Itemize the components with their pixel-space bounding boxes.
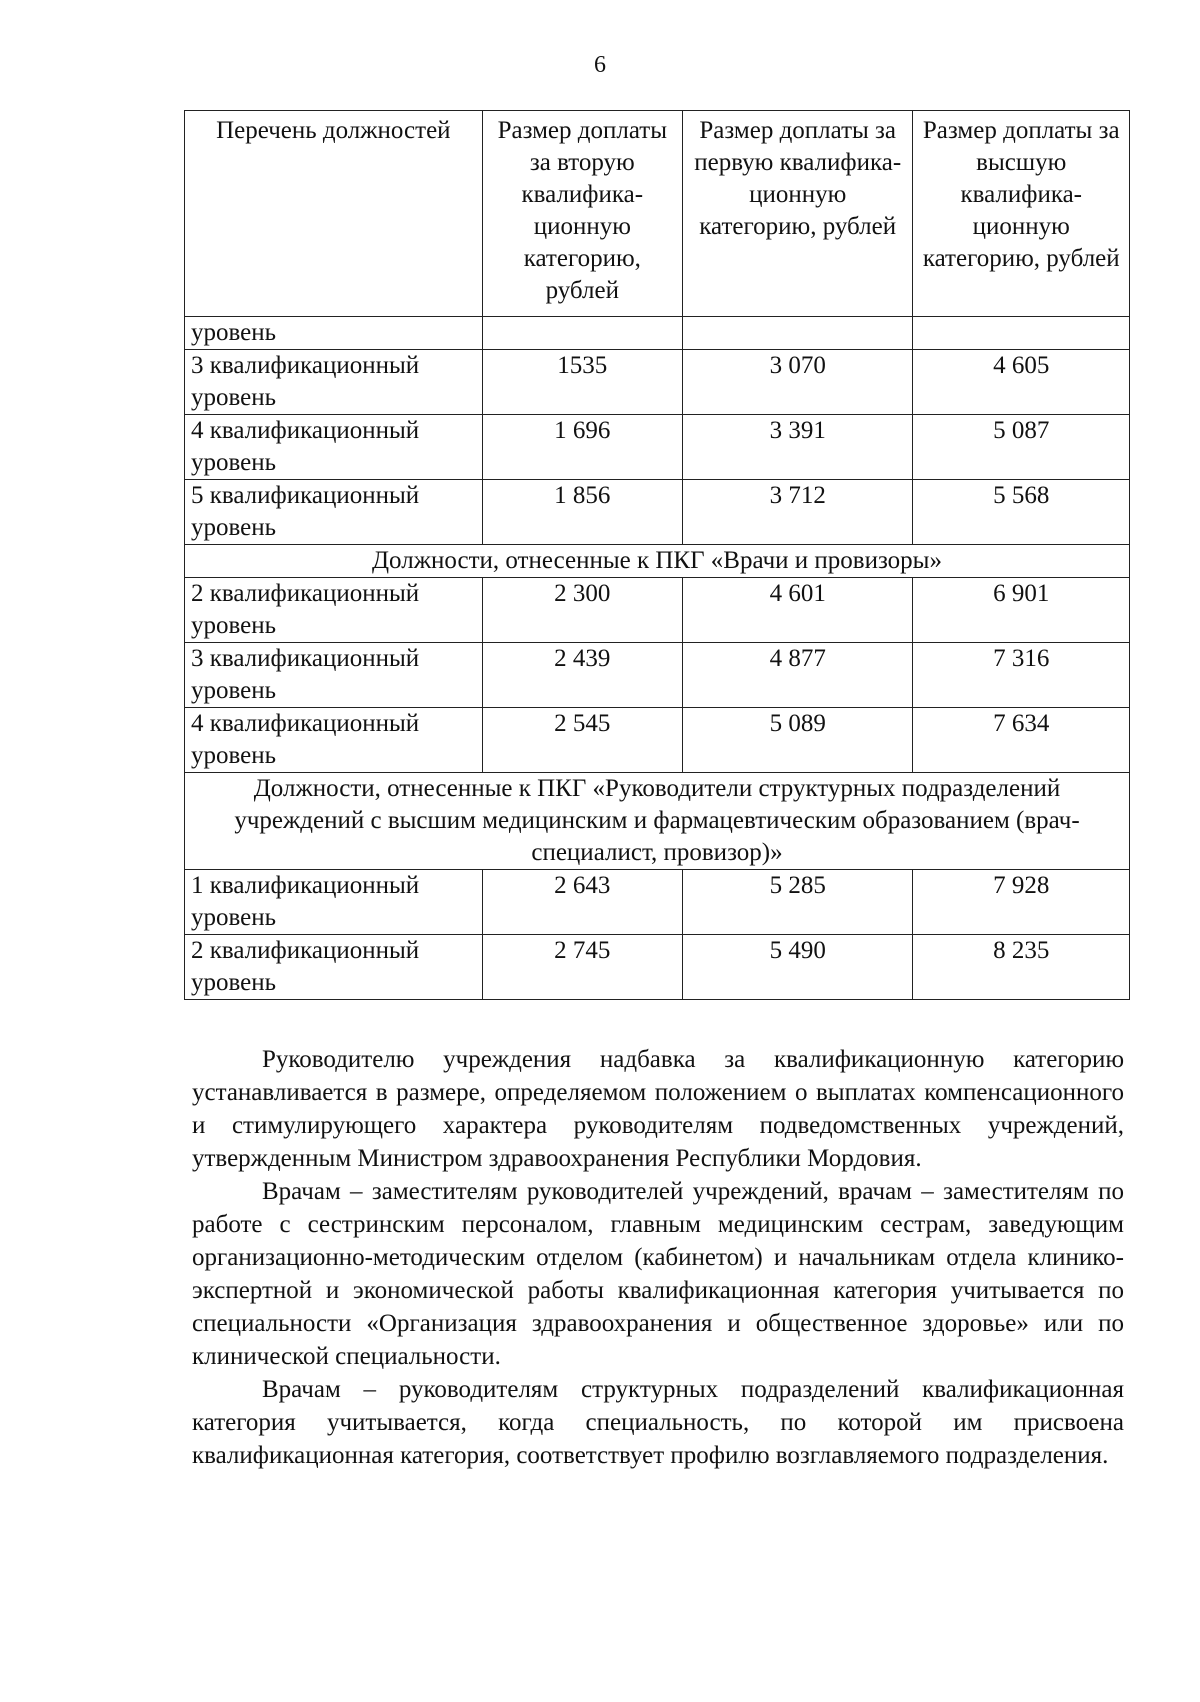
table-row — [185, 935, 1130, 1000]
level-cell: 4 квалификационный уровень — [185, 708, 483, 773]
body-text — [192, 1043, 1124, 1472]
header-highest-category: Размер доплаты за высшую квалифика-ционную категорию, рублей — [913, 111, 1130, 317]
first-category-value: 5 089 — [682, 708, 913, 773]
second-category-value: 2 300 — [482, 578, 682, 643]
table-row — [185, 415, 1130, 480]
table-row — [185, 870, 1130, 935]
first-category-value: 4 877 — [682, 643, 913, 708]
table-row — [185, 350, 1130, 415]
level-cell: 3 квалификационный уровень — [185, 643, 483, 708]
paragraph-unit-heads: Врачам – руководителям структурных подразделений квалификационная категория учитывается, когда специальность, по которой им присвоена квалификационная категория, соответствует профилю возглавляемого подразделения. — [192, 1376, 1124, 1469]
first-category-value: 5 490 — [682, 935, 913, 1000]
second-category-value: 1 856 — [482, 480, 682, 545]
highest-category-value: 7 316 — [913, 643, 1130, 708]
table-row-continuation — [185, 317, 1130, 350]
header-first-category: Размер доплаты за первую квалифика-ционную категорию, рублей — [682, 111, 913, 317]
table-body — [185, 317, 1130, 1000]
level-cell: 3 квалификационный уровень — [185, 350, 483, 415]
table-row — [185, 480, 1130, 545]
level-cell: 2 квалификационный уровень — [185, 578, 483, 643]
highest-category-value: 6 901 — [913, 578, 1130, 643]
page-number: 6 — [594, 52, 606, 78]
table-row — [185, 708, 1130, 773]
continuation-cell: уровень — [185, 317, 483, 350]
first-category-value: 3 070 — [682, 350, 913, 415]
first-category-value: 5 285 — [682, 870, 913, 935]
second-category-value: 2 643 — [482, 870, 682, 935]
group-heading: Должности, отнесенные к ПКГ «Врачи и провизоры» — [185, 545, 1130, 578]
paragraph-head-of-institution: Руководителю учреждения надбавка за квалификационную категорию устанавливается в размере, определяемом положением о выплатах компенсационного и стимулирующего характера руководителям подведомственных учреждений, утвержденным Министром здравоохранения Республики Мордовия. — [192, 1046, 1124, 1172]
header-second-category: Размер доплаты за вторую квалифика-ционную категорию, рублей — [482, 111, 682, 317]
highest-category-value: 5 087 — [913, 415, 1130, 480]
second-category-value: 2 439 — [482, 643, 682, 708]
highest-category-value: 5 568 — [913, 480, 1130, 545]
table-group-row — [185, 545, 1130, 578]
level-cell: 5 квалификационный уровень — [185, 480, 483, 545]
first-category-value: 4 601 — [682, 578, 913, 643]
highest-category-value: 4 605 — [913, 350, 1130, 415]
highest-category-value: 7 634 — [913, 708, 1130, 773]
level-cell: 4 квалификационный уровень — [185, 415, 483, 480]
second-category-value: 1535 — [482, 350, 682, 415]
group-heading: Должности, отнесенные к ПКГ «Руководители структурных подразделений учреждений с высшим медицинским и фармацевтическим образованием (врач-специалист, провизор)» — [185, 773, 1130, 870]
paragraph-deputy-doctors: Врачам – заместителям руководителей учреждений, врачам – заместителям по работе с сестринским персоналом, главным медицинским сестрам, заведующим организационно-методическим отделом (кабинетом) и начальникам отдела клинико-экспертной и экономической работы квалификационная категория учитывается по специальности «Организация здравоохранения и общественное здоровье» или по клинической специальности. — [192, 1178, 1124, 1370]
second-category-value: 2 545 — [482, 708, 682, 773]
level-cell: 2 квалификационный уровень — [185, 935, 483, 1000]
table-group-row — [185, 773, 1130, 870]
table-header-row — [185, 111, 1130, 317]
first-category-value: 3 391 — [682, 415, 913, 480]
second-category-value: 1 696 — [482, 415, 682, 480]
first-category-value: 3 712 — [682, 480, 913, 545]
header-positions: Перечень должностей — [185, 111, 483, 317]
highest-category-value: 8 235 — [913, 935, 1130, 1000]
highest-category-value: 7 928 — [913, 870, 1130, 935]
level-cell: 1 квалификационный уровень — [185, 870, 483, 935]
table-row — [185, 578, 1130, 643]
table-row — [185, 643, 1130, 708]
second-category-value: 2 745 — [482, 935, 682, 1000]
pay-table — [184, 110, 1130, 1000]
